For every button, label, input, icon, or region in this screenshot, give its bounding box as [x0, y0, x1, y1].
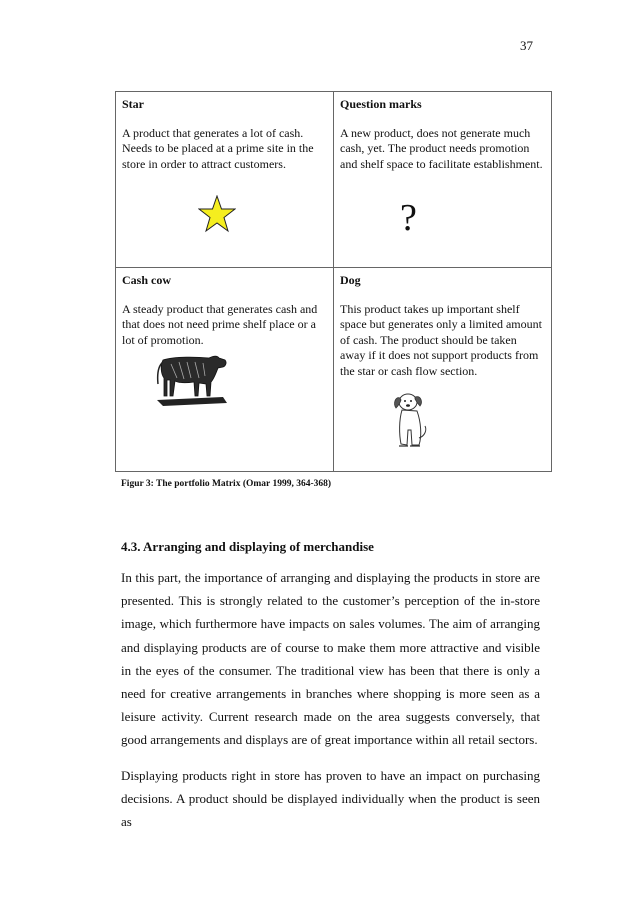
- cell-title-dog: Dog: [340, 273, 361, 287]
- matrix-cell-question-marks: [334, 92, 552, 268]
- question-mark-icon: ?: [400, 197, 417, 239]
- star-icon: [198, 195, 236, 233]
- body-paragraph: Displaying products right in store has proven to have an impact on purchasing decisions. A product should be displayed individually when the product is seen as: [121, 768, 540, 830]
- cell-text-star: A product that generates a lot of cash. Needs to be placed at a prime site in the store in order to attract customers.: [122, 125, 314, 171]
- matrix-cell-cash-cow: [116, 268, 334, 472]
- matrix-cell-star: [116, 92, 334, 268]
- dog-icon: [390, 390, 430, 452]
- cell-text-question-marks: A new product, does not generate much cash, yet. The product needs promotion and shelf space to facilitate establishment.: [340, 125, 543, 171]
- cell-title-cash-cow: Cash cow: [122, 273, 172, 287]
- cell-title-star: Star: [122, 97, 144, 111]
- cow-icon: [153, 350, 233, 408]
- body-paragraph: In this part, the importance of arranging and displaying the products in store are presented. This is strongly related to the customer’s perception of the in-store image, which furthermore have impacts on sales volumes. The aim of arranging and displaying products are of course to make them more attractive and visible in the eyes of the consumer. The traditional view has been that there is only a need for creative arrangements in branches where shopping is more seen as a leisure activity. Current research made on the area suggests conversely, that good arrangements and displays are of great importance within all retail sectors.: [121, 570, 540, 748]
- section-heading: 4.3. Arranging and displaying of merchandise: [121, 539, 374, 554]
- cell-text-dog: This product takes up important shelf space but generates only a limited amount of cash. The product should be taken away if it does not support products from the star or cash flow section.: [340, 301, 542, 378]
- cell-title-question-marks: Question marks: [340, 97, 422, 111]
- portfolio-matrix: [115, 91, 552, 472]
- page-number: 37: [520, 38, 533, 53]
- cell-text-cash-cow: A steady product that generates cash and that does not need prime shelf place or a lot of promotion.: [122, 301, 318, 347]
- figure-caption: Figur 3: The portfolio Matrix (Omar 1999, 364-368): [121, 479, 332, 489]
- matrix-cell-dog: [334, 268, 552, 472]
